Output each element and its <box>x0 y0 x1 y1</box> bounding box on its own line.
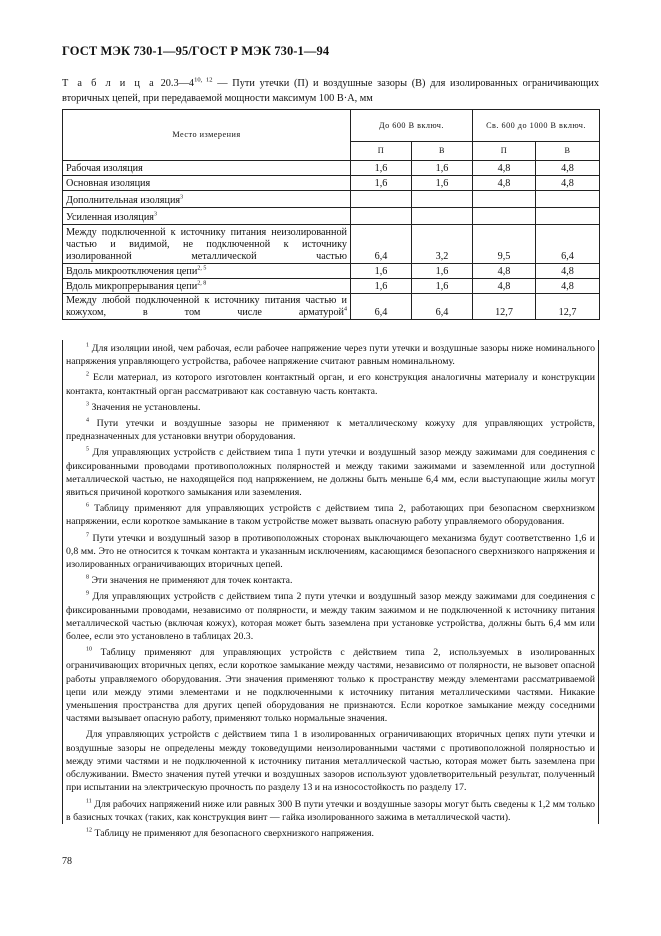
table-row <box>63 225 600 264</box>
value-cell: 4,8 <box>536 161 600 176</box>
value-cell <box>412 208 473 225</box>
value-cell <box>351 208 412 225</box>
row-label: Рабочая изоляция <box>63 161 351 176</box>
value-cell: 1,6 <box>351 264 412 279</box>
row-label: Между подключенной к источнику питания неизолированной частью и видимой, не подключенной к источнику изолированной металлической частью <box>63 225 351 264</box>
value-cell: 4,8 <box>473 279 536 294</box>
value-cell <box>351 191 412 208</box>
table-row <box>63 279 600 294</box>
value-cell: 4,8 <box>536 176 600 191</box>
header-group-2: Св. 600 до 1000 В включ. <box>473 110 600 142</box>
value-cell: 6,4 <box>351 294 412 320</box>
note: $^1$ Для изоляции иной, чем рабочая, если рабочее напряжение через пути утечки и воздушные зазоры ниже номинального напряжения управляющего устройства, рабочее напряжение считают равным номинальному. <box>66 342 595 368</box>
note: $^9$ Для управляющих устройств с действием типа 2 пути утечки и воздушный зазор между зажимами для соединения с фиксированными проводами, независимо от полярности, и между таким зажимом и не подключенной к источнику питания металлической частью (включая кожух), которая может быть заземлена при установке устройства, должны быть 6,4 мм или более, если это установлено в таблицах 20.3. <box>66 591 595 643</box>
row-label: Вдоль микроотключения цепи$^{2, 5}$ <box>63 264 351 279</box>
table-notes <box>62 340 599 839</box>
table-row <box>63 191 600 208</box>
row-label: Вдоль микропрерывания цепи$^{2, 8}$ <box>63 279 351 294</box>
value-cell <box>536 191 600 208</box>
row-label: Дополнительная изоляция$^3$ <box>63 191 351 208</box>
row-label: Между любой подключенной к источнику питания частью и кожухом, в том числе арматурой$^4$ <box>63 294 351 320</box>
value-cell: 1,6 <box>412 264 473 279</box>
value-cell: 9,5 <box>473 225 536 264</box>
header-place: Место измерения <box>63 110 351 161</box>
note: $^6$ Таблицу применяют для управляющих устройств с действием типа 2, работающих при безопасном сверхнизком напряжении, если короткое замыкание в таком устройстве может вызвать опасную работу управляемого оборудования. <box>66 502 596 528</box>
caption-text: — Пути утечки (П) и воздушные зазоры (В) для изолированных ограничивающих вторичных цепей, при передаваемой мощности максимум 100 В·А, мм <box>62 78 600 104</box>
value-cell <box>536 208 600 225</box>
page-header: ГОСТ МЭК 730-1—95/ГОСТ Р МЭК 730-1—94 <box>62 44 330 58</box>
value-cell: 3,2 <box>412 225 473 264</box>
value-cell: 6,4 <box>351 225 412 264</box>
value-cell: 1,6 <box>351 161 412 176</box>
table-row <box>63 294 600 320</box>
value-cell: 1,6 <box>412 161 473 176</box>
table-row <box>63 208 600 225</box>
note: Для управляющих устройств с действием типа 1 в изолированных ограничивающих вторичных цепях пути утечки и воздушные зазоры не определены между токоведущими неизолированными частями с противоположной полярностью и между этими частями и не подключенной к источнику питания металлической частью, которая может быть заземлена при обслуживании. Вместо значения путей утечки и воздушных зазоров используют удовлетворительный результат, полученный при испытании на электрическую прочность по разделу 13 и на износостойкость по разделу 17. <box>66 729 595 794</box>
subheader-cell: В <box>536 142 600 161</box>
table-row <box>63 264 600 279</box>
value-cell: 4,8 <box>473 264 536 279</box>
value-cell: 4,8 <box>473 176 536 191</box>
value-cell: 4,8 <box>473 161 536 176</box>
note: $^4$ Пути утечки и воздушные зазоры не применяют к металлическому кожуху для управляющих устройств, предназначенных для установки внутри оборудования. <box>66 417 596 443</box>
value-cell: 4,8 <box>536 279 600 294</box>
value-cell: 12,7 <box>536 294 600 320</box>
value-cell: 1,6 <box>351 176 412 191</box>
value-cell: 1,6 <box>412 176 473 191</box>
table-row <box>63 161 600 176</box>
value-cell: 4,8 <box>536 264 600 279</box>
note: $^{12}$ Таблицу не применяют для безопасного сверхнизкого напряжения. <box>86 827 374 839</box>
table-row <box>63 176 600 191</box>
note: $^3$ Значения не установлены. <box>86 401 201 413</box>
subheader-cell: П <box>351 142 412 161</box>
subheader-cell: В <box>412 142 473 161</box>
caption-prefix: Т а б л и ц а <box>62 78 156 89</box>
caption-number: 20.3—4 <box>160 78 195 89</box>
note: $^2$ Если материал, из которого изготовлен контактный орган, и его конструкция аналогичны материалу и конструкции контакта, контактный орган рассматривают как составную часть контакта. <box>66 372 595 397</box>
value-cell <box>473 208 536 225</box>
value-cell: 1,6 <box>351 279 412 294</box>
value-cell: 6,4 <box>536 225 600 264</box>
note: $^{11}$ Для рабочих напряжений ниже или равных 300 В пути утечки и воздушные зазоры могут быть сведены к 1,2 мм только в базисных точках (таких, как конструкция винт — гайка изолированного зажима в металлической части). <box>66 798 595 823</box>
note: $^5$ Для управляющих устройств с действием типа 1 пути утечки и воздушный зазор между зажимами для соединения с фиксированными проводами противоположных полярностей и между такими зажимами и заземленной или доступной металлической частью, не находящейся под напряжением, не должны быть меньше 6,4 мм, если выступающие жилы могут явиться причиной короткого замыкания или заземления. <box>66 447 595 499</box>
note: $^7$ Пути утечки и воздушный зазор в противоположных сторонах выключающего механизма будут соответственно 1,6 и 0,8 мм. Это не относится к точкам контакта и указанным исключениям, касающимся безопасного сверхнизкого напряжения и изолированных ограничивающих вторичных цепей. <box>66 532 595 571</box>
table-caption <box>62 76 599 106</box>
subheader-cell: П <box>473 142 536 161</box>
value-cell: 12,7 <box>473 294 536 320</box>
row-label: Основная изоляция <box>63 176 351 191</box>
note: $^8$ Эти значения не применяют для точек контакта. <box>86 574 293 587</box>
value-cell <box>412 191 473 208</box>
note: $^{10}$ Таблицу применяют для управляющих устройств с действием типа 2, используемых в изолированных ограничивающих вторичных цепях, если короткое замыкание между частями, независимо от полярности, не вызовет опасной работы управляемого оборудования. Эти значения применяют только к пространству между элементами рассматриваемой цепи или между этими элементами и не подключенными к источнику питания металлическими частями. Никакие уменьшения пространства для других цепей оборудования не признаются. Если короткое замыкание между соседними частями вызывает опасную работу, применяют только нормальные значения. <box>66 647 595 725</box>
clearance-table <box>62 109 600 320</box>
value-cell <box>473 191 536 208</box>
value-cell: 1,6 <box>412 279 473 294</box>
caption-refs: 10, 12 <box>194 76 213 84</box>
row-label: Усиленная изоляция$^3$ <box>63 208 351 225</box>
value-cell: 6,4 <box>412 294 473 320</box>
header-group-1: До 600 В включ. <box>351 110 473 142</box>
page-number: 78 <box>62 856 72 867</box>
